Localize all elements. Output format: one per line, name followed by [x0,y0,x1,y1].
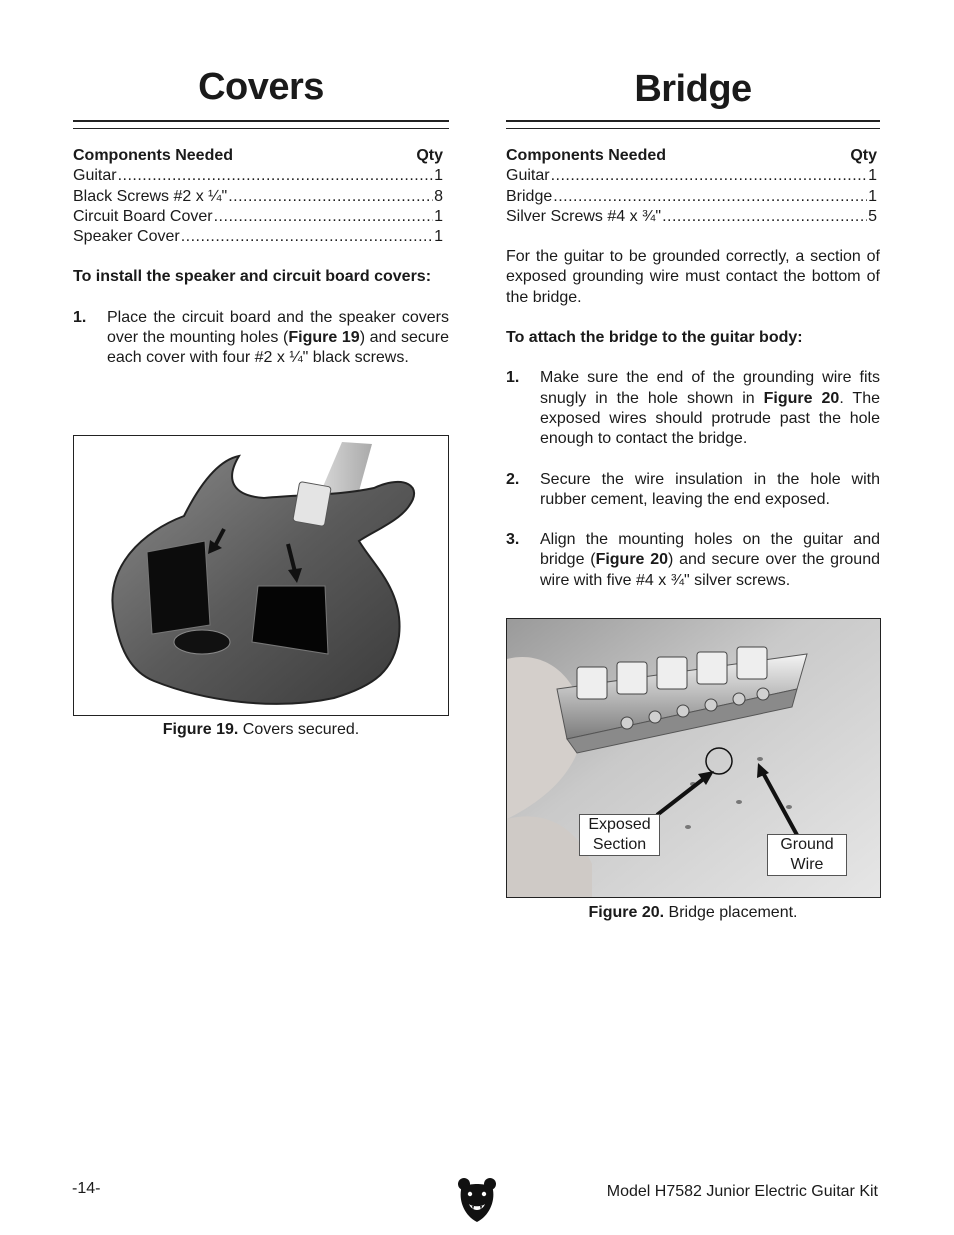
figure-20-caption: Figure 20. Bridge placement. [588,904,798,921]
figure-19-reference: Figure 19 [288,329,360,347]
page-number: -14- [72,1180,101,1197]
callout-exposed-section: Exposed Section [579,814,660,856]
bridge-components-header: Components Needed Qty [506,147,877,164]
bridge-step-2: 2. Secure the wire insulation in the hole with rubber cement, leaving the end exposed. [506,470,880,508]
callout-ground-wire: Ground Wire [767,834,847,876]
covers-component-row: Black Screws #2 x ¼" ..... 8 [73,187,449,207]
bridge-component-row: Guitar ..... 1 [506,166,880,186]
covers-component-row: Circuit Board Cover ..... 1 [73,207,449,227]
covers-components-header: Components Needed Qty [73,147,443,164]
figure-19-caption: Figure 19. Covers secured. [162,721,360,738]
bridge-intro-paragraph: For the guitar to be grounded correctly, a section of exposed grounding wire must contact the bottom of the bridge. [506,248,880,306]
model-name: Model H7582 Junior Electric Guitar Kit [606,1183,878,1200]
covers-instruction-heading: To install the speaker and circuit board covers: [73,268,432,286]
bridge-step-1: 1. Make sure the end of the grounding wire fits snugly in the hole shown in Figure 20. The exposed wires should protrude past the hole enough to contact the bridge. [506,369,880,448]
covers-component-row: Guitar ..... 1 [73,166,449,186]
bridge-step-3: 3. Align the mounting holes on the guitar and bridge (Figure 20) and secure over the ground wire with five #4 x ¾" silver screws. [506,531,881,589]
covers-step-1: 1. Place the circuit board and the speaker covers over the mounting holes (Figure 19) and secure each cover with four #2 x ¼" black screws. [73,308,450,367]
figure-20-reference: Figure 20 [763,389,840,407]
bridge-instruction-heading: To attach the bridge to the guitar body: [506,329,803,347]
guitar-back-photo [74,436,448,715]
covers-title: Covers [198,66,324,108]
bear-head-icon [457,1176,497,1224]
figure-19-image [73,435,449,716]
bridge-component-row: Silver Screws #4 x ¾" ..... 5 [506,207,880,227]
covers-title-rule [73,120,449,129]
covers-component-row: Speaker Cover ..... 1 [73,227,449,247]
bridge-title-rule [506,120,880,129]
figure-20-reference: Figure 20 [595,551,669,569]
bridge-title: Bridge [634,68,752,110]
bridge-component-row: Bridge ..... 1 [506,187,880,207]
